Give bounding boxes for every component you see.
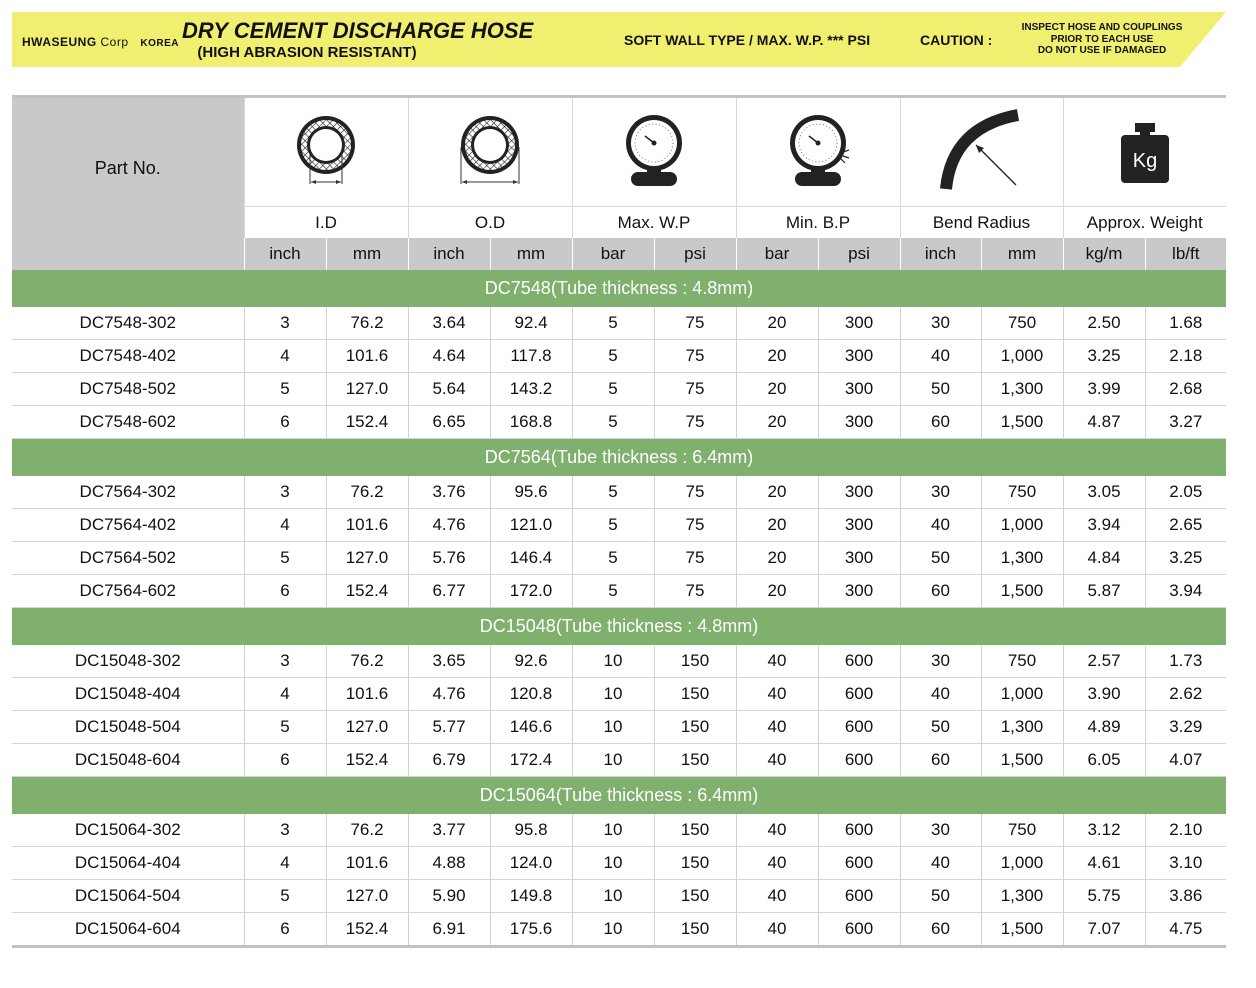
bend-radius-inch-cell: 30 bbox=[900, 814, 981, 847]
bend-radius-mm-cell: 750 bbox=[981, 645, 1063, 678]
id-mm-cell: 127.0 bbox=[326, 373, 408, 406]
hose-cross-section-od-icon bbox=[455, 112, 525, 192]
bend-radius-inch-cell: 40 bbox=[900, 340, 981, 373]
unit-cell: psi bbox=[818, 238, 900, 270]
od-inch-cell: 4.88 bbox=[408, 847, 490, 880]
min-bp-psi-cell: 600 bbox=[818, 711, 900, 744]
id-inch-cell: 4 bbox=[244, 847, 326, 880]
table-row bbox=[12, 406, 1226, 439]
table-row bbox=[12, 542, 1226, 575]
id-mm-cell: 101.6 bbox=[326, 509, 408, 542]
min-bp-bar-cell: 20 bbox=[736, 406, 818, 439]
title-block bbox=[182, 18, 534, 61]
max-wp-bar-cell: 5 bbox=[572, 542, 654, 575]
part-number-cell: DC7564-502 bbox=[12, 542, 244, 575]
bend-radius-mm-cell: 1,300 bbox=[981, 880, 1063, 913]
page-subtitle: (HIGH ABRASION RESISTANT) bbox=[197, 44, 417, 61]
weight-kg-m-cell: 2.50 bbox=[1063, 307, 1145, 340]
od-mm-cell: 146.4 bbox=[490, 542, 572, 575]
min-bp-psi-cell: 300 bbox=[818, 542, 900, 575]
min-bp-psi-cell: 600 bbox=[818, 880, 900, 913]
id-inch-cell: 3 bbox=[244, 645, 326, 678]
id-mm-cell: 152.4 bbox=[326, 406, 408, 439]
notice-line: INSPECT HOSE AND COUPLINGS bbox=[1021, 22, 1183, 33]
id-inch-cell: 4 bbox=[244, 509, 326, 542]
weight-lb-ft-cell: 2.05 bbox=[1145, 476, 1226, 509]
weight-lb-ft-cell: 3.27 bbox=[1145, 406, 1226, 439]
od-mm-cell: 168.8 bbox=[490, 406, 572, 439]
table-row bbox=[12, 913, 1226, 947]
id-mm-cell: 152.4 bbox=[326, 744, 408, 777]
min-bp-bar-cell: 40 bbox=[736, 711, 818, 744]
weight-kg-m-cell: 3.99 bbox=[1063, 373, 1145, 406]
bend-radius-inch-cell: 60 bbox=[900, 913, 981, 947]
weight-lb-ft-cell: 2.62 bbox=[1145, 678, 1226, 711]
weight-icon-label: Kg bbox=[1132, 150, 1157, 172]
group-header-row bbox=[12, 439, 1226, 477]
max-wp-psi-cell: 75 bbox=[654, 406, 736, 439]
group-header-row bbox=[12, 777, 1226, 815]
bend-radius-mm-cell: 750 bbox=[981, 307, 1063, 340]
min-bp-bar-cell: 20 bbox=[736, 307, 818, 340]
max-wp-bar-cell: 5 bbox=[572, 406, 654, 439]
unit-cell: inch bbox=[900, 238, 981, 270]
col-label-od: O.D bbox=[408, 207, 572, 239]
burst-pressure-gauge-icon bbox=[783, 112, 853, 192]
bend-radius-inch-cell: 30 bbox=[900, 307, 981, 340]
bend-radius-inch-cell: 50 bbox=[900, 880, 981, 913]
id-mm-cell: 127.0 bbox=[326, 880, 408, 913]
table-row bbox=[12, 307, 1226, 340]
id-inch-cell: 6 bbox=[244, 744, 326, 777]
table-row bbox=[12, 711, 1226, 744]
od-inch-cell: 3.65 bbox=[408, 645, 490, 678]
bend-radius-inch-cell: 60 bbox=[900, 406, 981, 439]
bend-radius-mm-cell: 750 bbox=[981, 814, 1063, 847]
od-inch-cell: 3.76 bbox=[408, 476, 490, 509]
spec-text: SOFT WALL TYPE / MAX. W.P. *** PSI bbox=[624, 32, 871, 48]
group-title: DC7548(Tube thickness : 4.8mm) bbox=[12, 270, 1226, 307]
id-mm-cell: 127.0 bbox=[326, 542, 408, 575]
group-title: DC15048(Tube thickness : 4.8mm) bbox=[12, 608, 1226, 646]
max-wp-bar-cell: 5 bbox=[572, 509, 654, 542]
od-mm-cell: 172.4 bbox=[490, 744, 572, 777]
id-inch-cell: 3 bbox=[244, 814, 326, 847]
weight-kg-m-cell: 3.90 bbox=[1063, 678, 1145, 711]
hose-cross-section-id-icon bbox=[291, 112, 361, 192]
pressure-gauge-icon bbox=[619, 112, 689, 192]
od-inch-cell: 3.77 bbox=[408, 814, 490, 847]
bend-radius-inch-cell: 50 bbox=[900, 711, 981, 744]
weight-lb-ft-cell: 3.86 bbox=[1145, 880, 1226, 913]
max-wp-bar-cell: 10 bbox=[572, 847, 654, 880]
brand-country: KOREA bbox=[140, 38, 179, 49]
bend-radius-mm-cell: 1,000 bbox=[981, 678, 1063, 711]
weight-lb-ft-cell: 3.94 bbox=[1145, 575, 1226, 608]
page-title: DRY CEMENT DISCHARGE HOSE bbox=[182, 18, 534, 43]
bend-radius-mm-cell: 1,500 bbox=[981, 744, 1063, 777]
table-row bbox=[12, 678, 1226, 711]
bend-radius-mm-cell: 1,000 bbox=[981, 509, 1063, 542]
max-wp-psi-cell: 75 bbox=[654, 476, 736, 509]
bend-radius-inch-cell: 50 bbox=[900, 373, 981, 406]
id-mm-cell: 152.4 bbox=[326, 913, 408, 947]
max-wp-bar-cell: 10 bbox=[572, 913, 654, 947]
min-bp-bar-cell: 20 bbox=[736, 373, 818, 406]
max-wp-psi-cell: 75 bbox=[654, 542, 736, 575]
max-wp-psi-cell: 150 bbox=[654, 711, 736, 744]
caution-label: CAUTION : bbox=[920, 32, 993, 48]
min-bp-bar-cell: 20 bbox=[736, 542, 818, 575]
group-title: DC7564(Tube thickness : 6.4mm) bbox=[12, 439, 1226, 477]
od-inch-cell: 5.90 bbox=[408, 880, 490, 913]
id-mm-cell: 76.2 bbox=[326, 476, 408, 509]
unit-cell: inch bbox=[408, 238, 490, 270]
part-number-cell: DC7548-502 bbox=[12, 373, 244, 406]
max-wp-bar-cell: 5 bbox=[572, 575, 654, 608]
id-inch-cell: 3 bbox=[244, 476, 326, 509]
part-number-cell: DC15048-604 bbox=[12, 744, 244, 777]
weight-lb-ft-cell: 2.68 bbox=[1145, 373, 1226, 406]
min-bp-bar-cell: 20 bbox=[736, 509, 818, 542]
bend-radius-inch-cell: 40 bbox=[900, 678, 981, 711]
weight-kg-m-cell: 7.07 bbox=[1063, 913, 1145, 947]
od-mm-cell: 120.8 bbox=[490, 678, 572, 711]
part-number-cell: DC15048-404 bbox=[12, 678, 244, 711]
id-inch-cell: 6 bbox=[244, 406, 326, 439]
min-bp-psi-cell: 600 bbox=[818, 645, 900, 678]
id-mm-cell: 101.6 bbox=[326, 847, 408, 880]
weight-kg-icon bbox=[1115, 117, 1175, 187]
part-number-cell: DC15064-404 bbox=[12, 847, 244, 880]
od-inch-cell: 6.77 bbox=[408, 575, 490, 608]
id-inch-cell: 5 bbox=[244, 880, 326, 913]
weight-lb-ft-cell: 4.75 bbox=[1145, 913, 1226, 947]
weight-kg-m-cell: 3.94 bbox=[1063, 509, 1145, 542]
max-wp-bar-cell: 5 bbox=[572, 307, 654, 340]
unit-cell: mm bbox=[326, 238, 408, 270]
table-row bbox=[12, 880, 1226, 913]
min-bp-psi-cell: 600 bbox=[818, 744, 900, 777]
weight-kg-m-cell: 4.61 bbox=[1063, 847, 1145, 880]
id-inch-cell: 4 bbox=[244, 678, 326, 711]
col-label-id: I.D bbox=[244, 207, 408, 239]
weight-lb-ft-cell: 1.73 bbox=[1145, 645, 1226, 678]
bend-radius-inch-cell: 30 bbox=[900, 645, 981, 678]
brand-suffix: Corp bbox=[100, 35, 129, 49]
max-wp-bar-cell: 10 bbox=[572, 880, 654, 913]
min-bp-psi-cell: 300 bbox=[818, 373, 900, 406]
max-wp-bar-cell: 10 bbox=[572, 678, 654, 711]
id-inch-cell: 3 bbox=[244, 307, 326, 340]
max-wp-icon-cell bbox=[572, 97, 736, 207]
bend-radius-mm-cell: 1,500 bbox=[981, 913, 1063, 947]
od-mm-cell: 95.8 bbox=[490, 814, 572, 847]
od-inch-cell: 6.91 bbox=[408, 913, 490, 947]
weight-kg-m-cell: 3.05 bbox=[1063, 476, 1145, 509]
id-inch-cell: 6 bbox=[244, 575, 326, 608]
brand-logo bbox=[22, 35, 179, 49]
min-bp-bar-cell: 40 bbox=[736, 645, 818, 678]
notice-line: DO NOT USE IF DAMAGED bbox=[1037, 45, 1167, 56]
unit-cell: mm bbox=[981, 238, 1063, 270]
od-inch-cell: 6.79 bbox=[408, 744, 490, 777]
id-inch-cell: 5 bbox=[244, 542, 326, 575]
max-wp-psi-cell: 75 bbox=[654, 307, 736, 340]
spec-table bbox=[12, 95, 1226, 948]
unit-spacer bbox=[12, 238, 244, 270]
unit-cell: inch bbox=[244, 238, 326, 270]
od-inch-cell: 4.76 bbox=[408, 509, 490, 542]
min-bp-bar-cell: 20 bbox=[736, 476, 818, 509]
max-wp-psi-cell: 150 bbox=[654, 645, 736, 678]
col-label-min-bp: Min. B.P bbox=[736, 207, 900, 239]
min-bp-psi-cell: 600 bbox=[818, 913, 900, 947]
min-bp-psi-cell: 600 bbox=[818, 678, 900, 711]
id-inch-cell: 6 bbox=[244, 913, 326, 947]
max-wp-psi-cell: 150 bbox=[654, 880, 736, 913]
group-header-row bbox=[12, 270, 1226, 307]
min-bp-bar-cell: 40 bbox=[736, 744, 818, 777]
part-number-cell: DC15064-302 bbox=[12, 814, 244, 847]
bend-radius-inch-cell: 50 bbox=[900, 542, 981, 575]
od-mm-cell: 143.2 bbox=[490, 373, 572, 406]
od-icon-cell bbox=[408, 97, 572, 207]
weight-lb-ft-cell: 2.65 bbox=[1145, 509, 1226, 542]
id-mm-cell: 76.2 bbox=[326, 814, 408, 847]
part-number-cell: DC15064-504 bbox=[12, 880, 244, 913]
max-wp-bar-cell: 10 bbox=[572, 814, 654, 847]
unit-row bbox=[12, 238, 1226, 270]
bend-radius-icon bbox=[932, 109, 1032, 195]
part-number-cell: DC7564-302 bbox=[12, 476, 244, 509]
unit-cell: mm bbox=[490, 238, 572, 270]
od-mm-cell: 92.4 bbox=[490, 307, 572, 340]
part-number-cell: DC15048-504 bbox=[12, 711, 244, 744]
min-bp-psi-cell: 300 bbox=[818, 509, 900, 542]
weight-kg-m-cell: 3.25 bbox=[1063, 340, 1145, 373]
weight-kg-m-cell: 4.89 bbox=[1063, 711, 1145, 744]
bend-radius-mm-cell: 1,000 bbox=[981, 340, 1063, 373]
bend-radius-mm-cell: 750 bbox=[981, 476, 1063, 509]
weight-kg-m-cell: 4.84 bbox=[1063, 542, 1145, 575]
id-inch-cell: 5 bbox=[244, 373, 326, 406]
max-wp-psi-cell: 150 bbox=[654, 744, 736, 777]
bend-radius-mm-cell: 1,300 bbox=[981, 373, 1063, 406]
table-row bbox=[12, 373, 1226, 406]
max-wp-bar-cell: 5 bbox=[572, 373, 654, 406]
weight-kg-m-cell: 4.87 bbox=[1063, 406, 1145, 439]
weight-lb-ft-cell: 3.10 bbox=[1145, 847, 1226, 880]
max-wp-psi-cell: 75 bbox=[654, 509, 736, 542]
table-row bbox=[12, 575, 1226, 608]
max-wp-psi-cell: 75 bbox=[654, 575, 736, 608]
od-inch-cell: 5.64 bbox=[408, 373, 490, 406]
weight-lb-ft-cell: 1.68 bbox=[1145, 307, 1226, 340]
min-bp-bar-cell: 20 bbox=[736, 340, 818, 373]
min-bp-psi-cell: 600 bbox=[818, 847, 900, 880]
min-bp-bar-cell: 20 bbox=[736, 575, 818, 608]
min-bp-psi-cell: 300 bbox=[818, 307, 900, 340]
od-mm-cell: 95.6 bbox=[490, 476, 572, 509]
header-banner bbox=[12, 12, 1226, 67]
part-number-cell: DC7564-402 bbox=[12, 509, 244, 542]
bend-radius-inch-cell: 40 bbox=[900, 847, 981, 880]
part-number-cell: DC7548-602 bbox=[12, 406, 244, 439]
od-inch-cell: 4.64 bbox=[408, 340, 490, 373]
od-mm-cell: 92.6 bbox=[490, 645, 572, 678]
table-row bbox=[12, 509, 1226, 542]
bend-radius-inch-cell: 30 bbox=[900, 476, 981, 509]
id-icon-cell bbox=[244, 97, 408, 207]
table-row bbox=[12, 814, 1226, 847]
part-number-cell: DC7564-602 bbox=[12, 575, 244, 608]
weight-lb-ft-cell: 2.18 bbox=[1145, 340, 1226, 373]
part-number-cell: DC7548-402 bbox=[12, 340, 244, 373]
min-bp-psi-cell: 300 bbox=[818, 406, 900, 439]
max-wp-psi-cell: 75 bbox=[654, 373, 736, 406]
bend-radius-mm-cell: 1,500 bbox=[981, 575, 1063, 608]
id-inch-cell: 5 bbox=[244, 711, 326, 744]
bend-radius-inch-cell: 40 bbox=[900, 509, 981, 542]
max-wp-psi-cell: 150 bbox=[654, 847, 736, 880]
od-inch-cell: 3.64 bbox=[408, 307, 490, 340]
id-mm-cell: 76.2 bbox=[326, 645, 408, 678]
unit-cell: bar bbox=[572, 238, 654, 270]
min-bp-psi-cell: 300 bbox=[818, 340, 900, 373]
unit-cell: lb/ft bbox=[1145, 238, 1226, 270]
bend-radius-inch-cell: 60 bbox=[900, 744, 981, 777]
notice-line: PRIOR TO EACH USE bbox=[1050, 33, 1154, 45]
table-row bbox=[12, 340, 1226, 373]
od-mm-cell: 121.0 bbox=[490, 509, 572, 542]
bend-radius-inch-cell: 60 bbox=[900, 575, 981, 608]
part-no-header: Part No. bbox=[12, 97, 244, 239]
min-bp-psi-cell: 600 bbox=[818, 814, 900, 847]
table-row bbox=[12, 847, 1226, 880]
col-label-weight: Approx. Weight bbox=[1063, 207, 1226, 239]
min-bp-bar-cell: 40 bbox=[736, 847, 818, 880]
id-mm-cell: 101.6 bbox=[326, 678, 408, 711]
group-header-row bbox=[12, 608, 1226, 646]
bend-radius-mm-cell: 1,300 bbox=[981, 542, 1063, 575]
weight-kg-m-cell: 5.87 bbox=[1063, 575, 1145, 608]
part-number-cell: DC7548-302 bbox=[12, 307, 244, 340]
weight-kg-m-cell: 5.75 bbox=[1063, 880, 1145, 913]
id-mm-cell: 127.0 bbox=[326, 711, 408, 744]
od-inch-cell: 4.76 bbox=[408, 678, 490, 711]
group-title: DC15064(Tube thickness : 6.4mm) bbox=[12, 777, 1226, 815]
part-number-cell: DC15048-302 bbox=[12, 645, 244, 678]
table-row bbox=[12, 645, 1226, 678]
unit-cell: psi bbox=[654, 238, 736, 270]
od-mm-cell: 149.8 bbox=[490, 880, 572, 913]
id-mm-cell: 152.4 bbox=[326, 575, 408, 608]
bend-radius-icon-cell bbox=[900, 97, 1063, 207]
weight-lb-ft-cell: 2.10 bbox=[1145, 814, 1226, 847]
min-bp-psi-cell: 300 bbox=[818, 476, 900, 509]
weight-lb-ft-cell: 4.07 bbox=[1145, 744, 1226, 777]
min-bp-bar-cell: 40 bbox=[736, 880, 818, 913]
od-mm-cell: 124.0 bbox=[490, 847, 572, 880]
weight-lb-ft-cell: 3.29 bbox=[1145, 711, 1226, 744]
max-wp-bar-cell: 10 bbox=[572, 744, 654, 777]
max-wp-bar-cell: 5 bbox=[572, 340, 654, 373]
bend-radius-mm-cell: 1,300 bbox=[981, 711, 1063, 744]
weight-lb-ft-cell: 3.25 bbox=[1145, 542, 1226, 575]
table-row bbox=[12, 744, 1226, 777]
table-body bbox=[12, 270, 1226, 947]
weight-kg-m-cell: 2.57 bbox=[1063, 645, 1145, 678]
weight-kg-m-cell: 3.12 bbox=[1063, 814, 1145, 847]
od-mm-cell: 146.6 bbox=[490, 711, 572, 744]
id-mm-cell: 76.2 bbox=[326, 307, 408, 340]
max-wp-psi-cell: 75 bbox=[654, 340, 736, 373]
od-inch-cell: 5.76 bbox=[408, 542, 490, 575]
weight-icon-cell bbox=[1063, 97, 1226, 207]
min-bp-bar-cell: 40 bbox=[736, 814, 818, 847]
table-row bbox=[12, 476, 1226, 509]
max-wp-bar-cell: 10 bbox=[572, 645, 654, 678]
min-bp-bar-cell: 40 bbox=[736, 678, 818, 711]
min-bp-icon-cell bbox=[736, 97, 900, 207]
max-wp-bar-cell: 5 bbox=[572, 476, 654, 509]
icon-row bbox=[12, 97, 1226, 207]
unit-cell: kg/m bbox=[1063, 238, 1145, 270]
weight-kg-m-cell: 6.05 bbox=[1063, 744, 1145, 777]
max-wp-psi-cell: 150 bbox=[654, 913, 736, 947]
part-number-cell: DC15064-604 bbox=[12, 913, 244, 947]
od-inch-cell: 5.77 bbox=[408, 711, 490, 744]
brand-name: HWASEUNG bbox=[22, 35, 97, 49]
bend-radius-mm-cell: 1,000 bbox=[981, 847, 1063, 880]
od-mm-cell: 172.0 bbox=[490, 575, 572, 608]
caution-notice bbox=[1012, 22, 1192, 57]
min-bp-bar-cell: 40 bbox=[736, 913, 818, 947]
max-wp-psi-cell: 150 bbox=[654, 814, 736, 847]
od-mm-cell: 117.8 bbox=[490, 340, 572, 373]
unit-cell: bar bbox=[736, 238, 818, 270]
col-label-max-wp: Max. W.P bbox=[572, 207, 736, 239]
min-bp-psi-cell: 300 bbox=[818, 575, 900, 608]
od-mm-cell: 175.6 bbox=[490, 913, 572, 947]
max-wp-psi-cell: 150 bbox=[654, 678, 736, 711]
id-mm-cell: 101.6 bbox=[326, 340, 408, 373]
bend-radius-mm-cell: 1,500 bbox=[981, 406, 1063, 439]
max-wp-bar-cell: 10 bbox=[572, 711, 654, 744]
col-label-bend-radius: Bend Radius bbox=[900, 207, 1063, 239]
od-inch-cell: 6.65 bbox=[408, 406, 490, 439]
id-inch-cell: 4 bbox=[244, 340, 326, 373]
